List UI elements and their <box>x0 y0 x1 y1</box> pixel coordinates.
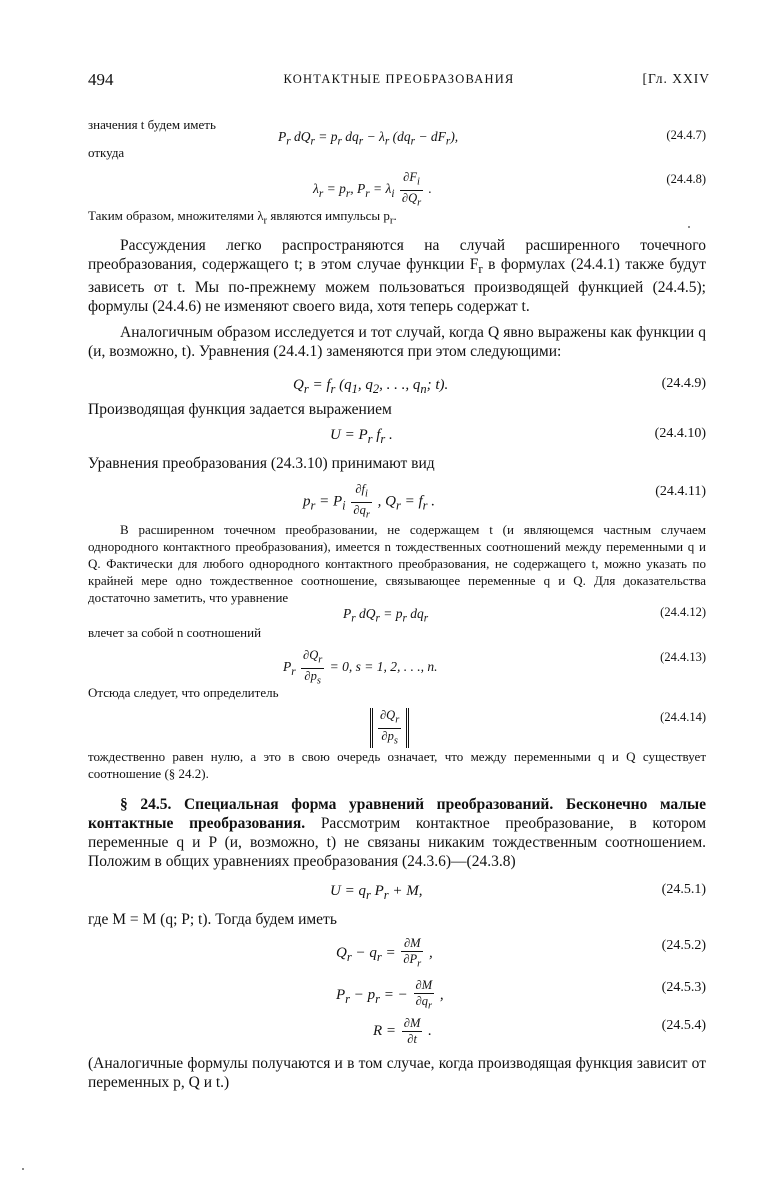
equation <box>88 936 706 970</box>
paragraph-text: Рассмотрим контактное преобразование, в котором переменные q и P (и, возможно, t) не связаны никаким тождественным соотношением. Положим в общих уравнениях преобразования (24.3.6)—(24.3.8) <box>88 815 707 870</box>
paragraph-text: где M = M (q; P; t). Тогда будем иметь <box>88 911 337 928</box>
paragraph-text: (Аналогичные формулы получаются и в том случае, когда производящая функция зависит от переменных p, Q и t.) <box>88 1055 706 1091</box>
paragraph <box>88 400 706 419</box>
equation-formula: $P_r$ $\frac{\partial Q_r}{\partial p_s}$ = 0, s = 1, 2, . . ., n. <box>283 648 438 686</box>
equation-number: (24.4.13) <box>660 650 706 664</box>
equation-number: (24.5.1) <box>661 882 706 897</box>
equation <box>88 648 706 686</box>
paragraph-text: Производящая функция задается выражением <box>88 401 392 418</box>
equation <box>88 880 706 904</box>
equation-formula: $U = P_r$ $f_r$ . <box>330 427 393 446</box>
equation-formula: $Q_r = f_r$ ($q_1$, $q_2$, . . ., $q_n$; t). <box>293 377 449 396</box>
equation-number: (24.5.2) <box>661 938 706 953</box>
print-speck <box>22 1168 24 1170</box>
equation-formula: $Q_r - q_r$ = $\frac{\partial M}{\partial P_r}$ , <box>336 936 433 970</box>
paragraph <box>88 795 706 871</box>
equation <box>88 482 706 520</box>
running-title: КОНТАКТНЫЕ ПРЕОБРАЗОВАНИЯ <box>283 72 515 86</box>
paragraph-text: тождественно равен нулю, а это в свою очередь означает, что между переменными q и Q существует соотношение (§ 24.2). <box>88 749 706 781</box>
equation <box>88 1016 706 1046</box>
equation-formula: $P_r$ $dQ_r = p_r$ $dq_r - \lambda_r$ $(dq_r - dF_r)$, <box>278 129 459 148</box>
page-header <box>88 70 710 94</box>
paragraph-text: Аналогичным образом исследуется и тот случай, когда Q явно выражены как функции q (и, возможно, t). Уравнения (24.4.1) заменяются при этом следующими: <box>88 324 706 360</box>
equation <box>88 708 706 746</box>
equation-number: (24.5.4) <box>661 1018 706 1033</box>
equation-formula: $\frac{\partial Q_r}{\partial p_s}$ <box>370 708 409 748</box>
paragraph <box>88 910 706 929</box>
small-print-paragraph <box>88 624 706 641</box>
equation-number: (24.4.11) <box>655 484 706 499</box>
paragraph-text: влечет за собой n соотношений <box>88 625 262 640</box>
equation-number: (24.5.3) <box>661 980 706 995</box>
small-print-paragraph <box>88 207 706 230</box>
page-number: 494 <box>88 70 114 89</box>
paragraph-text: значения t будем иметь <box>88 117 216 132</box>
equation-formula: $\lambda_r = p_r$, $P_r = \lambda_i$ $\frac{\partial F_i}{\partial Q_r}$ . <box>313 170 432 208</box>
equation-formula: R = $\frac{\partial M}{\partial t}$ . <box>373 1016 432 1046</box>
equation-formula: $P_r - p_r$ = − $\frac{\partial M}{\partial q_r}$ , <box>336 978 444 1012</box>
equation-number: (24.4.14) <box>660 710 706 724</box>
paragraph-text: Уравнения преобразования (24.3.10) принимают вид <box>88 455 435 472</box>
paragraph-text: Рассуждения легко распространяются на случай расширенного точечного преобразования, содержащего t; в этом случае функции $F_r$ в формулах (24.4.1) также будут зависеть от t. Мы по-прежнему можем пользоваться производящей функцией (24.4.5); формулы (24.4.6) не изменяют своего вида, хотя теперь содержат t. <box>88 237 706 316</box>
equation-number: (24.4.7) <box>666 128 706 142</box>
equation <box>88 170 706 208</box>
paragraph-text: Таким образом, множителями $\lambda_r$ являются импульсы $p_r$. <box>88 208 397 227</box>
equation-number: (24.4.9) <box>661 376 706 391</box>
small-print-paragraph <box>88 521 706 606</box>
chapter-label: [Гл. XXIV <box>642 71 710 86</box>
equation-formula: $P_r$ $dQ_r = p_r$ $dq_r$ <box>343 606 429 625</box>
paragraph <box>88 1054 706 1092</box>
equation-number: (24.4.8) <box>666 172 706 186</box>
paragraph-text: откуда <box>88 145 125 160</box>
paragraph-text: В расширенном точечном преобразовании, не содержащем t (и являющемся частным случаем однородного контактного преобразования), имеется n тождественных соотношений между переменными q и Q. Фактически для любого однородного контактного преобразования, не содержащего t, можно указать по крайней мере одно тождественное соотношение, связывающее переменные q и Q. Для доказательства достаточно заметить, что уравнение <box>88 522 706 605</box>
equation <box>88 978 706 1012</box>
equation-number: (24.4.10) <box>654 426 706 441</box>
small-print-paragraph <box>88 748 706 782</box>
small-print-paragraph <box>88 684 706 701</box>
equation <box>88 424 706 448</box>
section-heading: § 24.5. Специальная форма уравнений преобразований. Бесконечно малые контактные преобразования. <box>88 796 706 832</box>
equation-formula: $U = q_r$ $P_r + M$, <box>330 883 423 902</box>
print-speck <box>688 226 690 228</box>
paragraph <box>88 323 706 361</box>
paragraph-text: Отсюда следует, что определитель <box>88 685 279 700</box>
equation <box>88 374 706 398</box>
equation-number: (24.4.12) <box>660 605 706 619</box>
equation-formula: $p_r = P_i$ $\frac{\partial f_i}{\partial q_r}$ , $Q_r = f_r$ . <box>303 482 436 520</box>
paragraph <box>88 236 706 316</box>
small-print-paragraph <box>88 144 706 161</box>
paragraph <box>88 454 706 473</box>
